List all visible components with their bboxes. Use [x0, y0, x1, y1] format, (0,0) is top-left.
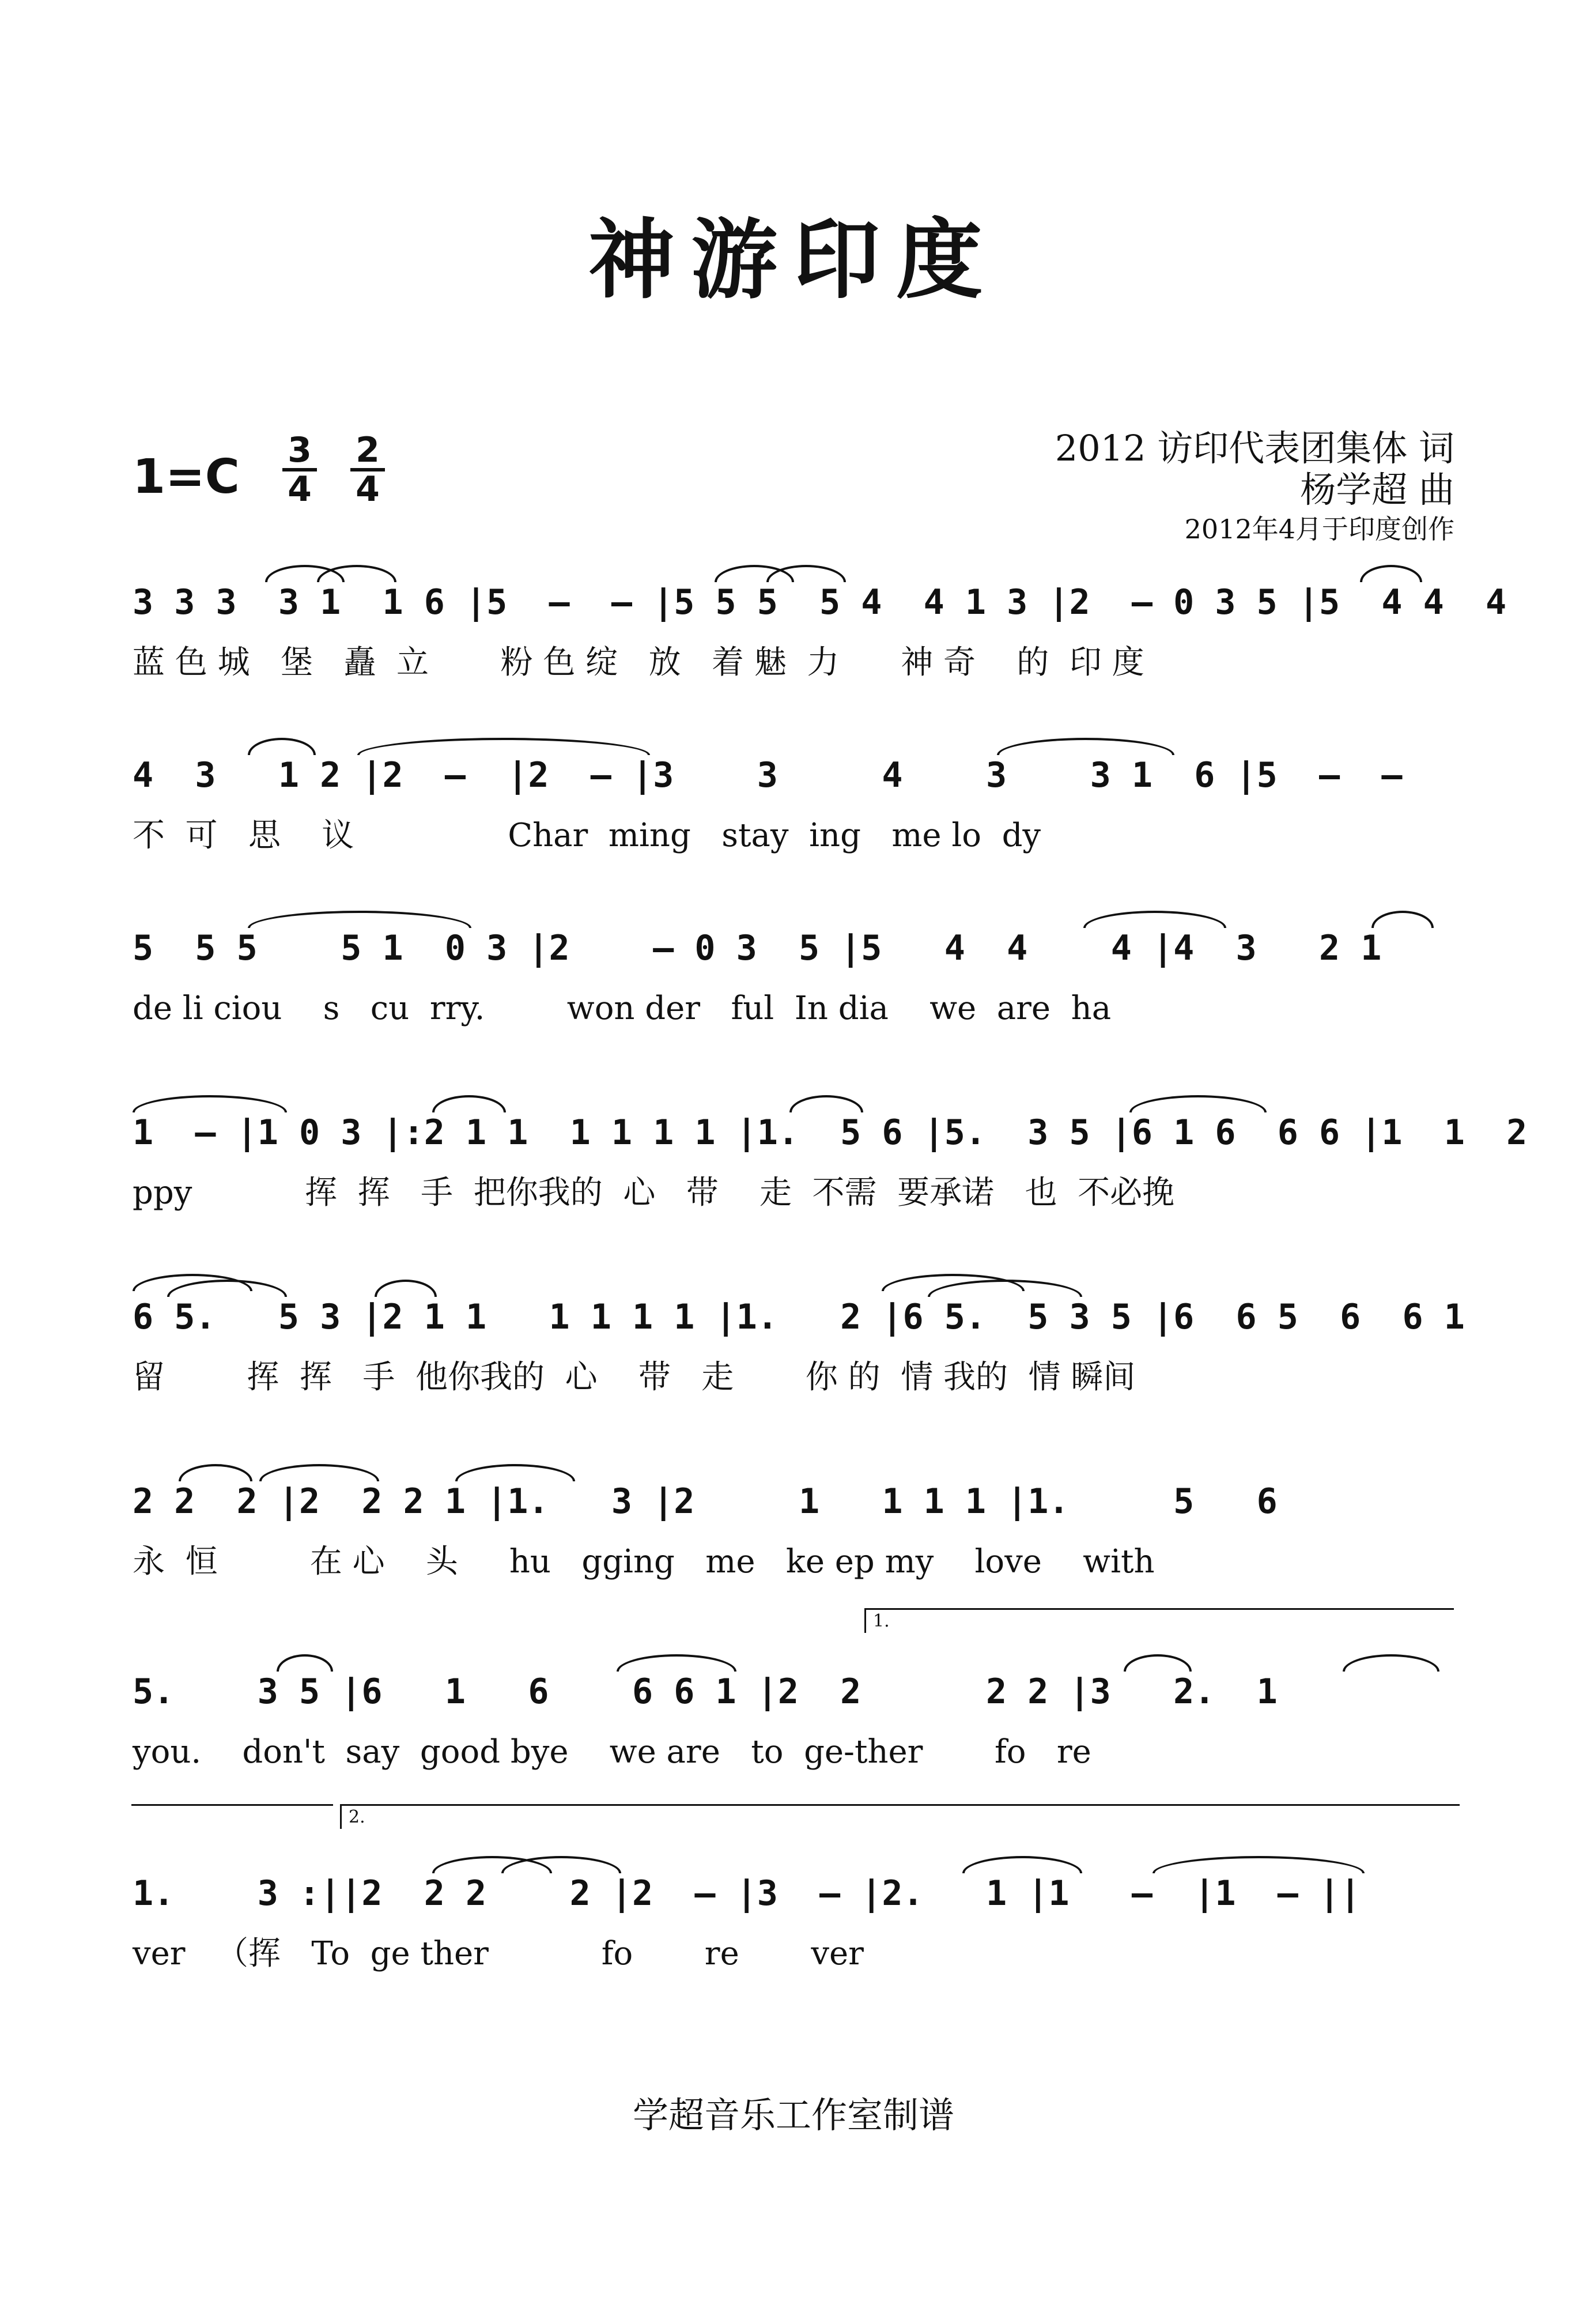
lyric-line: 永 恒 在 心 头 hu gging me ke ep my love with: [133, 1543, 1155, 1580]
publisher-footer: 学超音乐工作室制谱: [632, 2094, 954, 2136]
notation-line: 1. 3 :||2 2 2 2 |2 – |3 – |2. 1 |1 – |1 – ||: [133, 1873, 1361, 1914]
time-signature-3-4: 3 4: [282, 433, 317, 506]
notation-line: 4 3 1 2 |2 – |2 – |3 3 4 3 3 1 6 |5 – –: [133, 755, 1403, 795]
lyricist-credit: 2012 访印代表团集体 词: [1055, 427, 1454, 469]
lyric-line: 留 挥 挥 手 他你我的 心 带 走 你 的 情 我的 情 瞬间: [133, 1359, 1136, 1396]
notation-line: 2 2 2 |2 2 2 1 |1. 3 |2 1 1 1 1 |1. 5 6: [133, 1481, 1278, 1522]
volta-label-2: 2.: [349, 1807, 365, 1827]
lyric-line: 蓝 色 城 堡 矗 立 粉 色 绽 放 着 魅 力 神 奇 的 印 度: [133, 644, 1144, 681]
volta-first-ending-continued: [131, 1804, 333, 1829]
notation-line: 3 3 3 3 1 1 6 |5 – – |5 5 5 5 4 4 1 3 |2 – 0 3 5 |5 4 4 4: [133, 582, 1507, 622]
composer-credit: 杨学超 曲: [1300, 469, 1454, 511]
lyric-line: ver （挥 To ge ther fo re ver: [133, 1935, 864, 1972]
volta-second-ending: [340, 1804, 1460, 1829]
page-title: 神游印度: [588, 210, 999, 311]
volta-first-ending: [864, 1608, 1454, 1633]
composition-note: 2012年4月于印度创作: [1184, 514, 1454, 545]
notation-line: 5 5 5 5 1 0 3 |2 – 0 3 5 |5 4 4 4 |4 3 2 1: [133, 928, 1382, 968]
notation-line: 5. 3 5 |6 1 6 6 6 1 |2 2 2 2 |3 2. 1: [133, 1672, 1278, 1712]
time-signature-2-4: 2 4: [350, 433, 385, 506]
lyric-line: you. don't say good bye we are to ge-ther fo re: [133, 1733, 1091, 1771]
lyric-line: 不 可 思 议 Char ming stay ing me lo dy: [133, 817, 1041, 854]
volta-label-1: 1.: [873, 1611, 890, 1631]
notation-line: 1 – |1 0 3 |:2 1 1 1 1 1 1 |1. 5 6 |5. 3 5 |6 1 6 6 6 |1 1 2: [133, 1112, 1528, 1153]
lyric-line: de li ciou s cu rry. won der ful In dia we are ha: [133, 990, 1112, 1027]
notation-line: 6 5. 5 3 |2 1 1 1 1 1 1 |1. 2 |6 5. 5 3 5 |6 6 5 6 6 1: [133, 1297, 1465, 1337]
key-signature: 1=C: [133, 450, 240, 504]
lyric-line: ppy 挥 挥 手 把你我的 心 带 走 不需 要承诺 也 不必挽: [133, 1174, 1175, 1212]
